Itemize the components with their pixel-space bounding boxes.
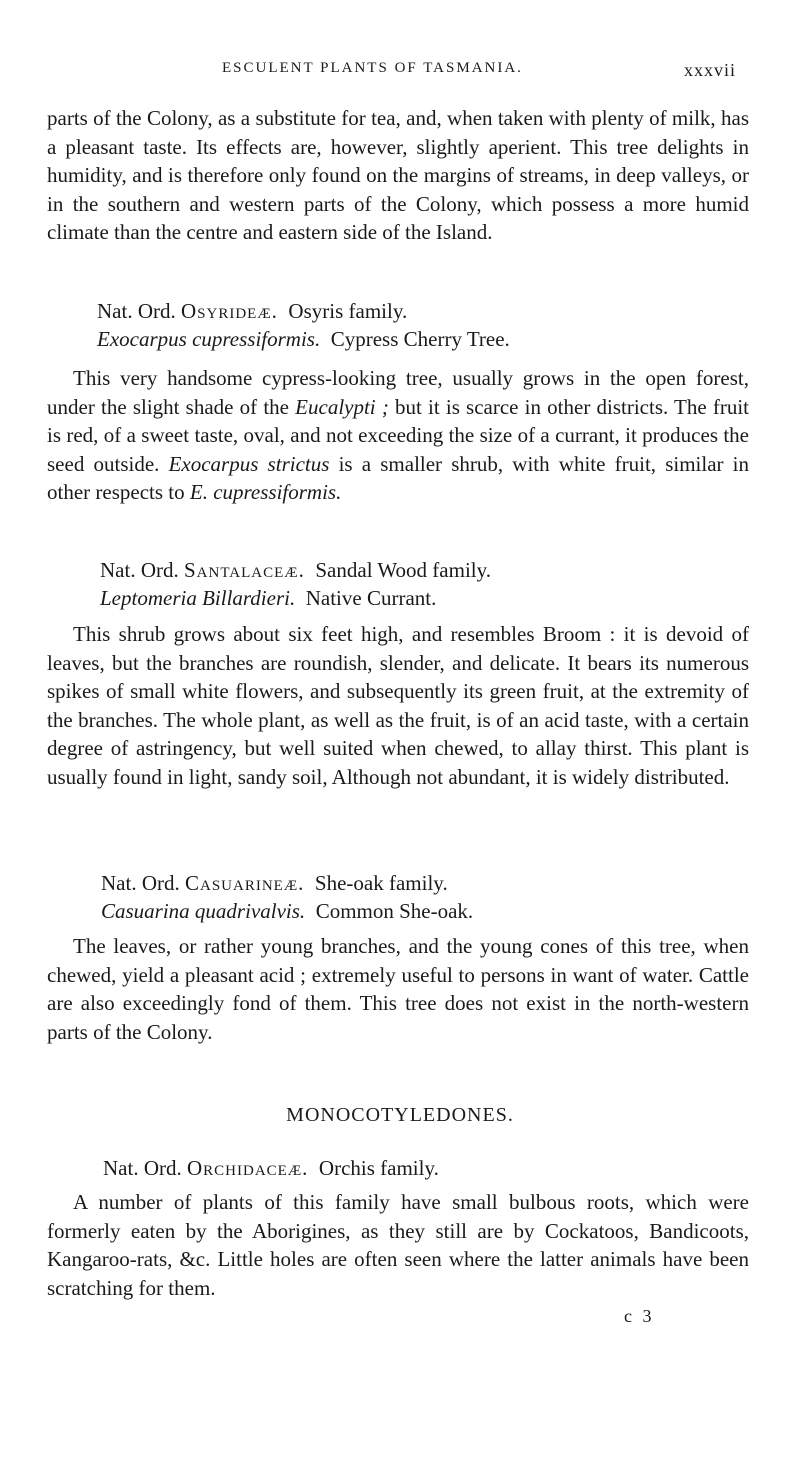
common-name: Native Currant. <box>305 586 437 610</box>
species-line <box>97 325 510 353</box>
order-line <box>100 556 491 584</box>
species-line <box>101 897 473 925</box>
species-name: Leptomeria Billardieri. <box>100 586 296 610</box>
order-heading-santalaceae <box>100 556 491 612</box>
family-name: She-oak family. <box>314 871 448 895</box>
description-santalaceae <box>47 620 749 792</box>
order-prefix: Nat. Ord. <box>100 558 179 582</box>
description-text <box>47 364 749 507</box>
desc-part: but it is scarce in other districts. The fruit is red, of a sweet taste, oval, and not exceeding the size of a currant, it produces the seed outside. <box>47 394 750 476</box>
order-line <box>101 869 473 897</box>
section-heading: MONOCOTYLEDONES. <box>286 1104 514 1126</box>
species-name: Casuarina quadrivalvis. <box>101 899 306 923</box>
species-line <box>100 584 491 612</box>
genus-ref: Eucalypti ; <box>295 394 389 419</box>
order-heading-casuarineae <box>101 869 473 925</box>
description-orchidaceae <box>47 1188 749 1302</box>
species-name: Exocarpus cupressiformis. <box>97 327 321 351</box>
species-ref: E. cupressiformis. <box>189 480 342 505</box>
order-name: Orchidaceæ. <box>186 1156 309 1180</box>
family-name: Osyris family. <box>288 299 408 323</box>
description-osyrideae <box>47 364 749 507</box>
common-name: Common She-oak. <box>315 899 474 923</box>
running-head <box>0 60 800 84</box>
running-title: ESCULENT PLANTS OF TASMANIA. <box>222 60 523 76</box>
description-text: A number of plants of this family have small bulbous roots, which were formerly eaten by the Aborigines, as they still are by Cockatoos, Bandicoots, Kangaroo-rats, &c. Little holes are often seen where the latter animals have been scratching for them. <box>47 1190 749 1300</box>
page-number: xxxvii <box>684 60 737 80</box>
description-casuarineae <box>47 932 749 1046</box>
order-heading-osyrideae <box>97 297 510 353</box>
order-prefix: Nat. Ord. <box>103 1156 182 1180</box>
order-name: Casuarineæ. <box>184 871 305 895</box>
description-text: The leaves, or rather young branches, and the young cones of this tree, when chewed, yield a pleasant acid ; extremely useful to persons in want of water. Cattle are also exceedingly fond of them. This tree does not exist in the north-western parts of the Colony. <box>47 934 749 1044</box>
order-heading-orchidaceae <box>103 1154 439 1182</box>
order-line <box>97 297 510 325</box>
order-prefix: Nat. Ord. <box>101 871 180 895</box>
description-text: This shrub grows about six feet high, and resembles Broom : it is devoid of leaves, but the branches are roundish, slender, and delicate. It bears its numerous spikes of small white flowers, and subsequently its green fruit, at the extremity of the branches. The whole plant, as well as the fruit, is of an acid taste, with a certain degree of astringency, but well suited when chewed, to allay thirst. This plant is usually found in light, sandy soil, Although not abundant, it is widely distributed. <box>47 622 749 789</box>
desc-part: is a smaller shrub, with white fruit, similar in other respects to <box>47 451 750 505</box>
order-prefix: Nat. Ord. <box>97 299 176 323</box>
family-name: Sandal Wood family. <box>315 558 491 582</box>
signature-mark: c 3 <box>624 1306 655 1326</box>
species-ref: Exocarpus strictus <box>168 451 330 476</box>
common-name: Cypress Cherry Tree. <box>330 327 510 351</box>
desc-part: This very handsome cypress-looking tree, usually grows in the open forest, under the slight shade of the <box>47 366 749 419</box>
order-name: Osyrideæ. <box>180 299 278 323</box>
order-name: Santalaceæ. <box>183 558 305 582</box>
continuation-paragraph <box>47 104 749 247</box>
family-name: Orchis family. <box>318 1156 439 1180</box>
order-line <box>103 1154 439 1182</box>
continuation-text: parts of the Colony, as a substitute for tea, and, when taken with plenty of milk, has a pleasant taste. Its effects are, however, slightly aperient. This tree delights in humidity, and is therefore only found on the margins of streams, in deep valleys, or in the southern and western parts of the Colony, which possess a more humid climate than the centre and eastern side of the Island. <box>47 106 749 245</box>
